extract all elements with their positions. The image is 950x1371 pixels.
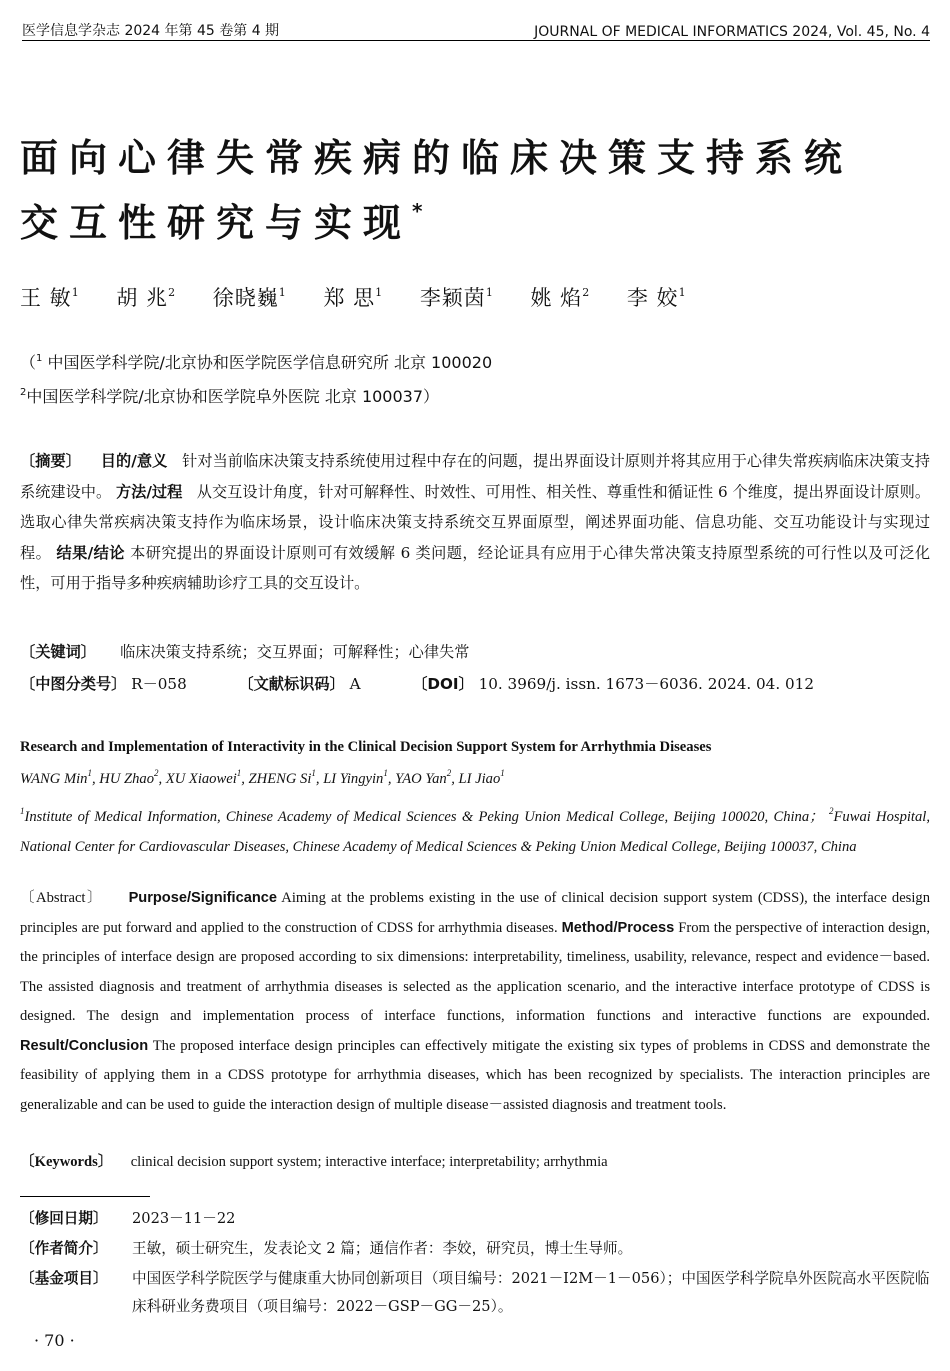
author-bio-label: 〔作者简介〕 xyxy=(20,1240,108,1257)
footnote-revised xyxy=(20,1205,930,1233)
fund-label: 〔基金项目〕 xyxy=(20,1270,108,1287)
english-affiliations: $^1$Institute of Medical Information, Chinese Academy of Medical Sciences & Peking Union Medical College, Beijing 100020, China； $^2$Fuwai Hospital, National Center for Cardiovascular Diseases, Chinese Academy of Medical Sciences & Peking Union Medical College, Beijing 100037, China xyxy=(20,806,930,855)
english-result-text: The proposed interface design principles can effectively mitigate the existing six types of problems in CDSS and demonstrate the feasibility of applying them in a CDSS prototype for arrhythmia diseases, which has been recognized by specialists. The interaction principles are generalizable and can be used to guide the interaction design of multiple disease－assisted diagnosis and treatment tools. xyxy=(20,1037,931,1113)
result-text: 本研究提出的界面设计原则可有效缓解 6 类问题，经论证具有应用于心律失常决策支持原型系统的可行性以及可泛化性，可用于指导多种疾病辅助诊疗工具的交互设计。 xyxy=(20,543,931,593)
english-author: ZHENG Si$^1$, xyxy=(248,768,324,787)
doi-label: 〔DOI〕 xyxy=(412,675,474,693)
revised-date: 2023－11－22 xyxy=(132,1210,236,1227)
english-author: YAO Yan$^2$, xyxy=(395,768,459,787)
affiliation-1: （$^1$ 中国医学科学院/北京协和医学院医学信息研究所 北京 100020 xyxy=(20,353,493,372)
english-author: HU Zhao$^2$, xyxy=(99,768,166,787)
title-line-2: 交互性研究与实现* xyxy=(20,199,423,245)
abstract-cn xyxy=(20,446,930,599)
english-purpose-label: Purpose/Significance xyxy=(128,890,277,906)
footnote-fund xyxy=(20,1265,930,1321)
clc-label: 〔中图分类号〕 xyxy=(20,675,127,693)
footnote-rule xyxy=(20,1196,150,1197)
doc-code-label: 〔文献标识码〕 xyxy=(238,675,345,693)
author: 郑 思$^1$ xyxy=(323,286,384,310)
header-rule xyxy=(22,40,930,41)
author: 王 敏$^1$ xyxy=(20,286,80,310)
purpose-text: 针对当前临床决策支持系统使用过程中存在的问题，提出界面设计原则并将其应用于心律失常疾病临床决策支持系统建设中。 xyxy=(20,452,930,501)
abstract-en xyxy=(20,884,930,1120)
author: 胡 兆$^2$ xyxy=(116,286,177,310)
author: 李 姣$^1$ xyxy=(626,286,687,310)
keywords-en xyxy=(20,1150,608,1171)
english-abstract-label: 〔Abstract〕 xyxy=(20,890,104,906)
english-method-label: Method/Process xyxy=(561,919,675,936)
author: 徐晓巍$^1$ xyxy=(212,286,287,310)
doc-code-value: A xyxy=(349,675,361,693)
funding-mark: * xyxy=(412,199,423,223)
author: 姚 焰$^2$ xyxy=(530,286,591,310)
method-text: 从交互设计角度，针对可解释性、时效性、可用性、相关性、尊重性和循证性 6 个维度，提出界面设计原则。选取心律失常疾病决策支持作为临床场景，设计临床决策支持系统交互界面原型，阐述界面功能、信息功能、交互功能设计与实现过程。 xyxy=(20,482,931,562)
keywords-label: 〔关键词〕 xyxy=(20,643,96,661)
keywords-cn xyxy=(20,641,930,662)
english-keywords-text: clinical decision support system; interactive interface; interpretability; arrhythmia xyxy=(130,1154,608,1170)
english-author: XU Xiaowei$^1$, xyxy=(165,768,249,787)
author-list xyxy=(20,282,716,312)
author: 李颖茵$^1$ xyxy=(419,286,494,310)
keywords-text: 临床决策支持系统；交互界面；可解释性；心律失常 xyxy=(120,643,470,661)
english-purpose-text: Aiming at the problems existing in the use of clinical decision support system (CDSS), the interface design principles are put forward and applied to the construction of CDSS for arrhythmia diseases. xyxy=(20,890,931,936)
english-author: LI Jiao$^1$ xyxy=(458,768,505,787)
english-result-label: Result/Conclusion xyxy=(20,1037,149,1054)
english-author: WANG Min$^1$, xyxy=(20,768,100,787)
footnote-author xyxy=(20,1235,930,1263)
english-affiliation-2: Fuwai Hospital, National Center for Cardiovascular Diseases, Chinese Academy of Medical Sciences & Peking Union Medical College, Beijing 100037, China xyxy=(20,809,930,855)
english-author-list xyxy=(20,768,505,788)
method-label: 方法/过程 xyxy=(115,482,183,501)
abstract-label: 〔摘要〕 xyxy=(20,452,82,470)
english-keywords-label: 〔Keywords〕 xyxy=(20,1154,113,1170)
classification-line xyxy=(20,673,930,694)
result-label: 结果/结论 xyxy=(56,543,125,562)
purpose-label: 目的/意义 xyxy=(100,452,168,470)
page-number: · 70 · xyxy=(34,1331,75,1350)
fund-text: 中国医学科学院医学与健康重大协同创新项目（项目编号：2021－I2M－1－056）；中国医学科学院阜外医院高水平医院临床科研业务费项目（项目编号：2022－GSP－GG－25）。 xyxy=(132,1270,930,1315)
english-affiliation-1: Institute of Medical Information, Chinese Academy of Medical Sciences & Peking Union Medical College, Beijing 100020, China； xyxy=(24,809,824,825)
article-title xyxy=(20,132,930,250)
author-bio: 王敏，硕士研究生，发表论文 2 篇；通信作者：李姣，研究员，博士生导师。 xyxy=(132,1240,633,1257)
english-author: LI Yingyin$^1$, xyxy=(323,768,396,787)
english-title: Research and Implementation of Interactivity in the Clinical Decision Support System for Arrhythmia Diseases xyxy=(20,739,712,755)
header-journal-cn: 医学信息学杂志 2024 年第 45 卷第 4 期 xyxy=(22,23,280,39)
revised-label: 〔修回日期〕 xyxy=(20,1210,108,1227)
title-line-1: 面向心律失常疾病的临床决策支持系统 xyxy=(20,136,854,180)
affiliation-2: $^2$中国医学科学院/北京协和医学院阜外医院 北京 100037） xyxy=(20,387,440,406)
running-header xyxy=(22,20,930,40)
header-journal-en: JOURNAL OF MEDICAL INFORMATICS 2024, Vol. 45, No. 4 xyxy=(534,24,930,40)
english-method-text: From the perspective of interaction design, the principles of interface design are proposed according to six dimensions: interpretability, timeliness, usability, relevance, respect and evidence－based. The assisted diagnosis and treatment of arrhythmia diseases is selected as the application scenario, and the interactive interface prototype of CDSS is designed. The design and implementation process of interface functions, information functions and interactive functions are expounded. xyxy=(20,919,931,1024)
clc-value: R－058 xyxy=(131,675,187,693)
doi-value: 10. 3969/j. issn. 1673－6036. 2024. 04. 012 xyxy=(478,675,814,693)
